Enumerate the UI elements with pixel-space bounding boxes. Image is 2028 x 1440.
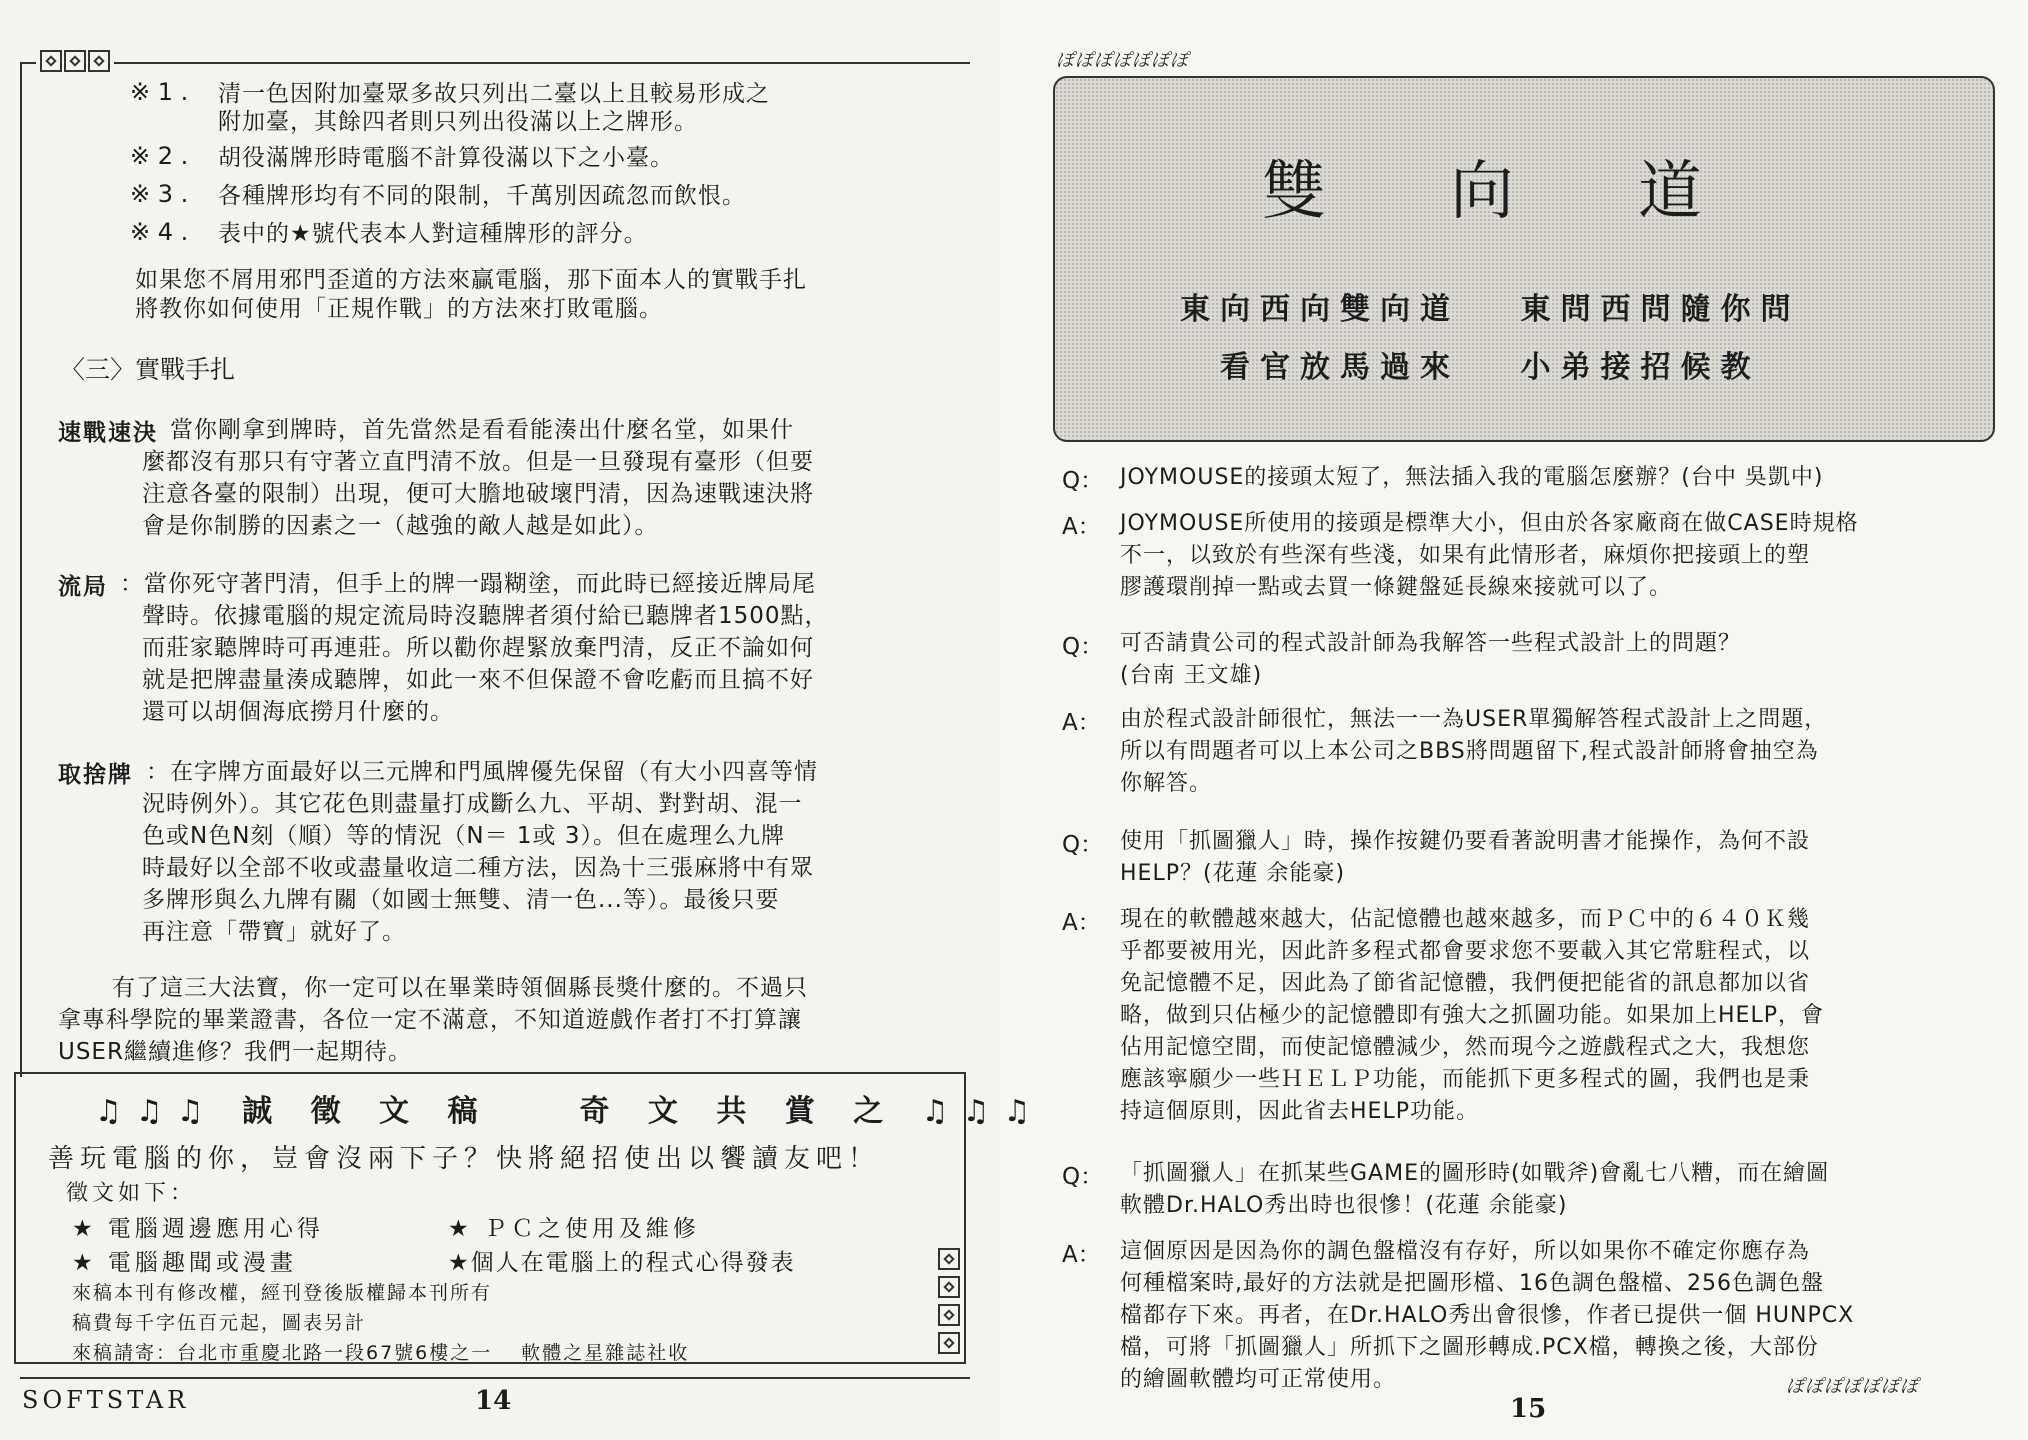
question-mark-label: Q：	[1062, 1164, 1104, 1190]
qa-line: 不一，以致於有些深有些淺，如果有此情形者，麻煩你把接頭上的塑	[1120, 543, 1811, 568]
qa-line: 「抓圖獵人」在抓某些GAME的圖形時(如戰斧)會亂七八糟，而在繪圖	[1120, 1161, 1830, 1186]
tip-line: ：當你剛拿到牌時，首先當然是看看能湊出什麼名堂，如果什	[146, 417, 794, 443]
qa-line: 現在的軟體越來越大，佔記憶體也越來越多，而ＰＣ中的６４０Ｋ幾	[1120, 907, 1811, 932]
cfp-item: ★ 電腦趣聞或漫畫	[72, 1250, 297, 1276]
cfp-item: ★ 電腦週邊應用心得	[72, 1216, 324, 1242]
cfp-list-intro: 徵文如下：	[66, 1181, 197, 1206]
intro-line: 將教你如何使用「正規作戰」的方法來打敗電腦。	[135, 296, 663, 322]
title-char: 道	[1638, 155, 1702, 229]
title-panel	[1053, 76, 1995, 442]
note-mark: ※ 1 .	[130, 78, 189, 106]
diamond-square-icon	[938, 1304, 960, 1326]
cfp-fine-print: 來稿本刊有修改權，經刊登後版權歸本刊所有	[72, 1282, 493, 1304]
note-line: 附加臺，其餘四者則只列出役滿以上之牌形。	[218, 109, 698, 135]
corner-ornament	[36, 50, 114, 72]
qa-line: 檔都存下來。再者，在Dr.HALO秀出會很慘，作者已提供一個 HUNPCX	[1120, 1303, 1855, 1328]
tip-line: 聲時。依據電腦的規定流局時沒聽牌者須付給已聽牌者1500點，	[142, 603, 829, 629]
qa-line: 略，做到只佔極少的記憶體即有強大之抓圖功能。如果加上HELP，會	[1120, 1003, 1824, 1028]
tip-line: 還可以胡個海底撈月什麼的。	[142, 699, 454, 725]
cfp-fine-print: 稿費每千字伍百元起，圖表另計	[72, 1312, 367, 1334]
closing-line: 有了這三大法寶，你一定可以在畢業時領個縣長獎什麼的。不過只	[112, 975, 808, 1001]
tip-line: 況時例外）。其它花色則盡量打成斷么九、平胡、對對胡、混一	[142, 791, 803, 817]
qa-line: 何種檔案時,最好的方法就是把圖形檔、16色調色盤檔、256色調色盤	[1120, 1271, 1824, 1296]
qa-line: 的繪圖軟體均可正常使用。	[1120, 1367, 1397, 1392]
note-mark: ※ 4 .	[130, 218, 189, 246]
diamond-square-icon	[64, 50, 86, 72]
side-ornament	[938, 1248, 960, 1354]
qa-line: JOYMOUSE所使用的接頭是標準大小，但由於各家廠商在做CASE時規格	[1120, 511, 1859, 536]
tip-term: 流局	[58, 574, 108, 600]
answer-mark-label: A：	[1062, 910, 1101, 936]
qa-line: 佔用記憶空間，而使記憶體減少，然而現今之遊戲程式之大，我想您	[1120, 1035, 1811, 1060]
tip-line: 再注意「帶寶」就好了。	[142, 919, 406, 945]
cfp-item: ★個人在電腦上的程式心得發表	[448, 1250, 796, 1276]
tip-line: 麼都沒有那只有守著立直門清不放。但是一旦發現有臺形（但要	[142, 449, 814, 475]
note-line: 表中的★號代表本人對這種牌形的評分。	[218, 221, 648, 247]
note-line: 各種牌形均有不同的限制，千萬別因疏忽而飲恨。	[218, 183, 746, 209]
answer-mark-label: A：	[1062, 1242, 1101, 1268]
page-number-left: 14	[475, 1386, 512, 1416]
qa-line: 你解答。	[1120, 771, 1213, 796]
question-mark-label: Q：	[1062, 832, 1104, 858]
question-mark-label: Q：	[1062, 634, 1104, 660]
frame-top-rule	[20, 62, 970, 64]
qa-line: 檔，可將「抓圖獵人」所抓下之圖形轉成.PCX檔，轉換之後，大部份	[1120, 1335, 1819, 1360]
tip-line: 就是把牌盡量湊成聽牌，如此一來不但保證不會吃虧而且搞不好	[142, 667, 814, 693]
cfp-invitation: 善玩電腦的你，豈會沒兩下子？快將絕招使出以饗讀友吧！	[48, 1144, 881, 1174]
qa-line: 使用「抓圖獵人」時，操作按鍵仍要看著說明書才能操作，為何不設	[1120, 829, 1811, 854]
frame-left-rule	[20, 62, 22, 1077]
tip-line: 色或N色N刻（順）等的情況（N＝ 1或 3）。但在處理么九牌	[142, 823, 786, 849]
tip-line: ：當你死守著門清，但手上的牌一蹋糊塗，而此時已經接近牌局尾	[120, 571, 816, 597]
decorative-glyph-row: ぽぽぽぽぽぽぽ	[1056, 50, 1189, 71]
tip-line: 會是你制勝的因素之一（越強的敵人越是如此）。	[142, 513, 659, 539]
answer-mark-label: A：	[1062, 514, 1101, 540]
decorative-glyph-row: ぽぽぽぽぽぽぽ	[1786, 1376, 1919, 1397]
diamond-square-icon	[938, 1276, 960, 1298]
question-mark-label: Q：	[1062, 468, 1104, 494]
diamond-square-icon	[88, 50, 110, 72]
qa-line: 乎都要被用光，因此許多程式都會要求您不要載入其它常駐程式，以	[1120, 939, 1811, 964]
qa-line: 膠護環削掉一點或去買一條鍵盤延長線來接就可以了。	[1120, 575, 1673, 600]
closing-line: 拿專科學院的畢業證書，各位一定不滿意，不知道遊戲作者打不打算讓	[58, 1007, 802, 1033]
qa-line: 應該寧願少一些ＨＥＬＰ功能，而能抓下更多程式的圖，我們也是秉	[1120, 1067, 1811, 1092]
note-line: 清一色因附加臺眾多故只列出二臺以上且較易形成之	[218, 81, 770, 107]
qa-line: 免記憶體不足，因此為了節省記憶體，我們便把能省的訊息都加以省	[1120, 971, 1811, 996]
tip-term: 速戰速決	[58, 420, 158, 446]
page-number-right: 15	[1510, 1394, 1547, 1424]
note-mark: ※ 2 .	[130, 142, 189, 170]
qa-line: (台南 王文雄)	[1120, 663, 1263, 688]
brand-footer: SOFTSTAR	[22, 1386, 190, 1414]
qa-line: 這個原因是因為你的調色盤檔沒有存好，所以如果你不確定你應存為	[1120, 1239, 1811, 1264]
cfp-address: 來稿請寄：台北市重慶北路一段67號6樓之一 軟體之星雜誌社收	[72, 1342, 690, 1364]
tip-line: 而莊家聽牌時可再連莊。所以勸你趕緊放棄門清，反正不論如何	[142, 635, 814, 661]
note-mark: ※ 3 .	[130, 180, 189, 208]
qa-line: JOYMOUSE的接頭太短了，無法插入我的電腦怎麼辦？(台中 吳凱中)	[1120, 465, 1824, 490]
tip-line: 注意各臺的限制）出現，便可大膽地破壞門清，因為速戰速決將	[142, 481, 814, 507]
qa-line: 持這個原則，因此省去HELP功能。	[1120, 1099, 1479, 1124]
qa-line: 由於程式設計師很忙，無法一一為USER單獨解答程式設計上之問題，	[1120, 707, 1828, 732]
diamond-square-icon	[938, 1332, 960, 1354]
intro-line: 如果您不屑用邪門歪道的方法來贏電腦，那下面本人的實戰手扎	[135, 267, 807, 293]
section-heading: 〈三〉實戰手扎	[60, 355, 236, 384]
title-char: 雙	[1262, 155, 1326, 229]
subtitle-line: 看官放馬過來 小弟接招候教	[1220, 350, 1761, 385]
closing-line: USER繼續進修？我們一起期待。	[58, 1039, 412, 1065]
cfp-item: ★ ＰＣ之使用及維修	[448, 1216, 700, 1242]
tip-term: 取捨牌	[58, 762, 133, 788]
diamond-square-icon	[40, 50, 62, 72]
note-line: 胡役滿牌形時電腦不計算役滿以下之小臺。	[218, 145, 674, 171]
tip-line: 多牌形與么九牌有關（如國士無雙、清一色...等）。最後只要	[142, 887, 780, 913]
qa-line: 軟體Dr.HALO秀出時也很慘！(花蓮 余能豪)	[1120, 1193, 1568, 1218]
answer-mark-label: A：	[1062, 710, 1101, 736]
tip-line: ：在字牌方面最好以三元牌和門風牌優先保留（有大小四喜等情	[146, 759, 818, 785]
tip-line: 時最好以全部不收或盡量收這二種方法，因為十三張麻將中有眾	[142, 855, 814, 881]
qa-line: 所以有問題者可以上本公司之BBS將問題留下,程式設計師將會抽空為	[1120, 739, 1819, 764]
subtitle-line: 東向西向雙向道 東問西問隨你問	[1180, 292, 1801, 327]
qa-line: 可否請貴公司的程式設計師為我解答一些程式設計上的問題？	[1120, 631, 1742, 656]
qa-line: HELP？(花蓮 余能豪)	[1120, 861, 1346, 886]
diamond-square-icon	[938, 1248, 960, 1270]
frame-bottom-rule	[20, 1377, 970, 1379]
cfp-title: ♫♫♫ 誠 徵 文 稿 奇 文 共 賞 之 ♫♫♫	[95, 1094, 1045, 1129]
title-char: 向	[1450, 155, 1514, 229]
